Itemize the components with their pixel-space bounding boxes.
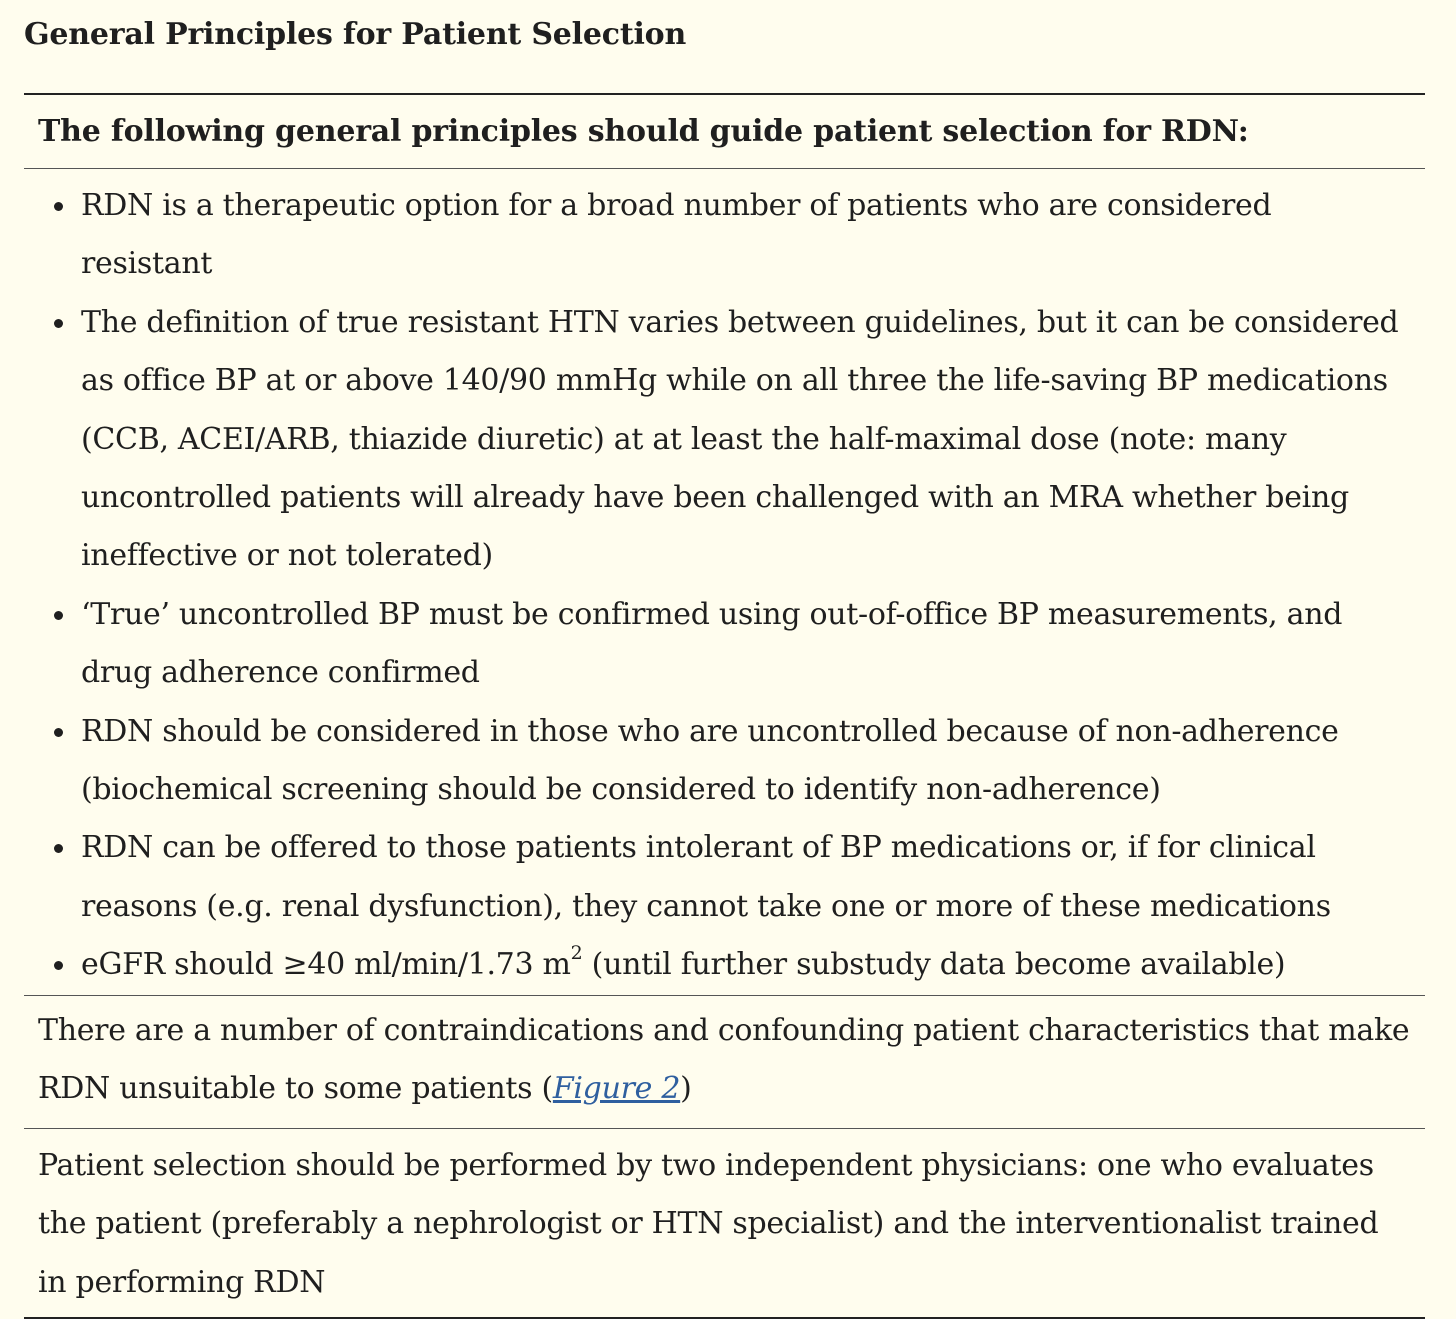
- principles-list-cell: [24, 169, 1425, 996]
- principle-item-resistant: RDN is a therapeutic option for a broad number of patients who are considered resistant: [81, 177, 1411, 294]
- principles-list: [38, 169, 1411, 995]
- section-title: General Principles for Patient Selection: [24, 17, 687, 52]
- principles-box: [24, 93, 1425, 1319]
- contraindications-cell: [24, 995, 1425, 1128]
- contraindications-close: ): [680, 1071, 692, 1107]
- principle-item-non-adherence: RDN should be considered in those who are uncontrolled because of non-adherence (biochemical screening should be considered to identify non-adherence): [81, 703, 1411, 820]
- principle-item-intolerance: RDN can be offered to those patients intolerant of BP medications or, if for clinical reasons (e.g. renal dysfunction), they cannot take one or more of these medications: [81, 819, 1411, 936]
- egfr-text-after: (until further substudy data become available): [582, 947, 1286, 983]
- selection-cell: Patient selection should be performed by two independent physicians: one who evaluates the patient (preferably a nephrologist or HTN specialist) and the interventionalist trained in performing RDN: [38, 1147, 1379, 1300]
- contraindications-text: There are a number of contraindications and confounding patient characteristics that make RDN unsuitable to some patients (: [38, 1012, 1410, 1107]
- principle-item-definition: The definition of true resistant HTN varies between guidelines, but it can be considered as office BP at or above 140/90 mmHg while on all three the life-saving BP medications (CCB, ACEI/ARB, thiazide diuretic) at at least the half-maximal dose (note: many uncontrolled patients will already have been challenged with an MRA whether being ineffective or not tolerated): [81, 294, 1411, 586]
- principle-item-confirmation: ‘True’ uncontrolled BP must be confirmed using out-of-office BP measurements, and drug adherence confirmed: [81, 586, 1411, 703]
- principle-item-egfr: [81, 936, 1411, 994]
- figure-2-link[interactable]: Figure 2: [552, 1071, 681, 1107]
- egfr-superscript: 2: [570, 942, 583, 965]
- egfr-text: eGFR should ≥40 ml/min/1.73 m: [81, 947, 571, 983]
- box-heading: The following general principles should guide patient selection for RDN:: [24, 94, 1425, 169]
- document-page: [24, 0, 1425, 1300]
